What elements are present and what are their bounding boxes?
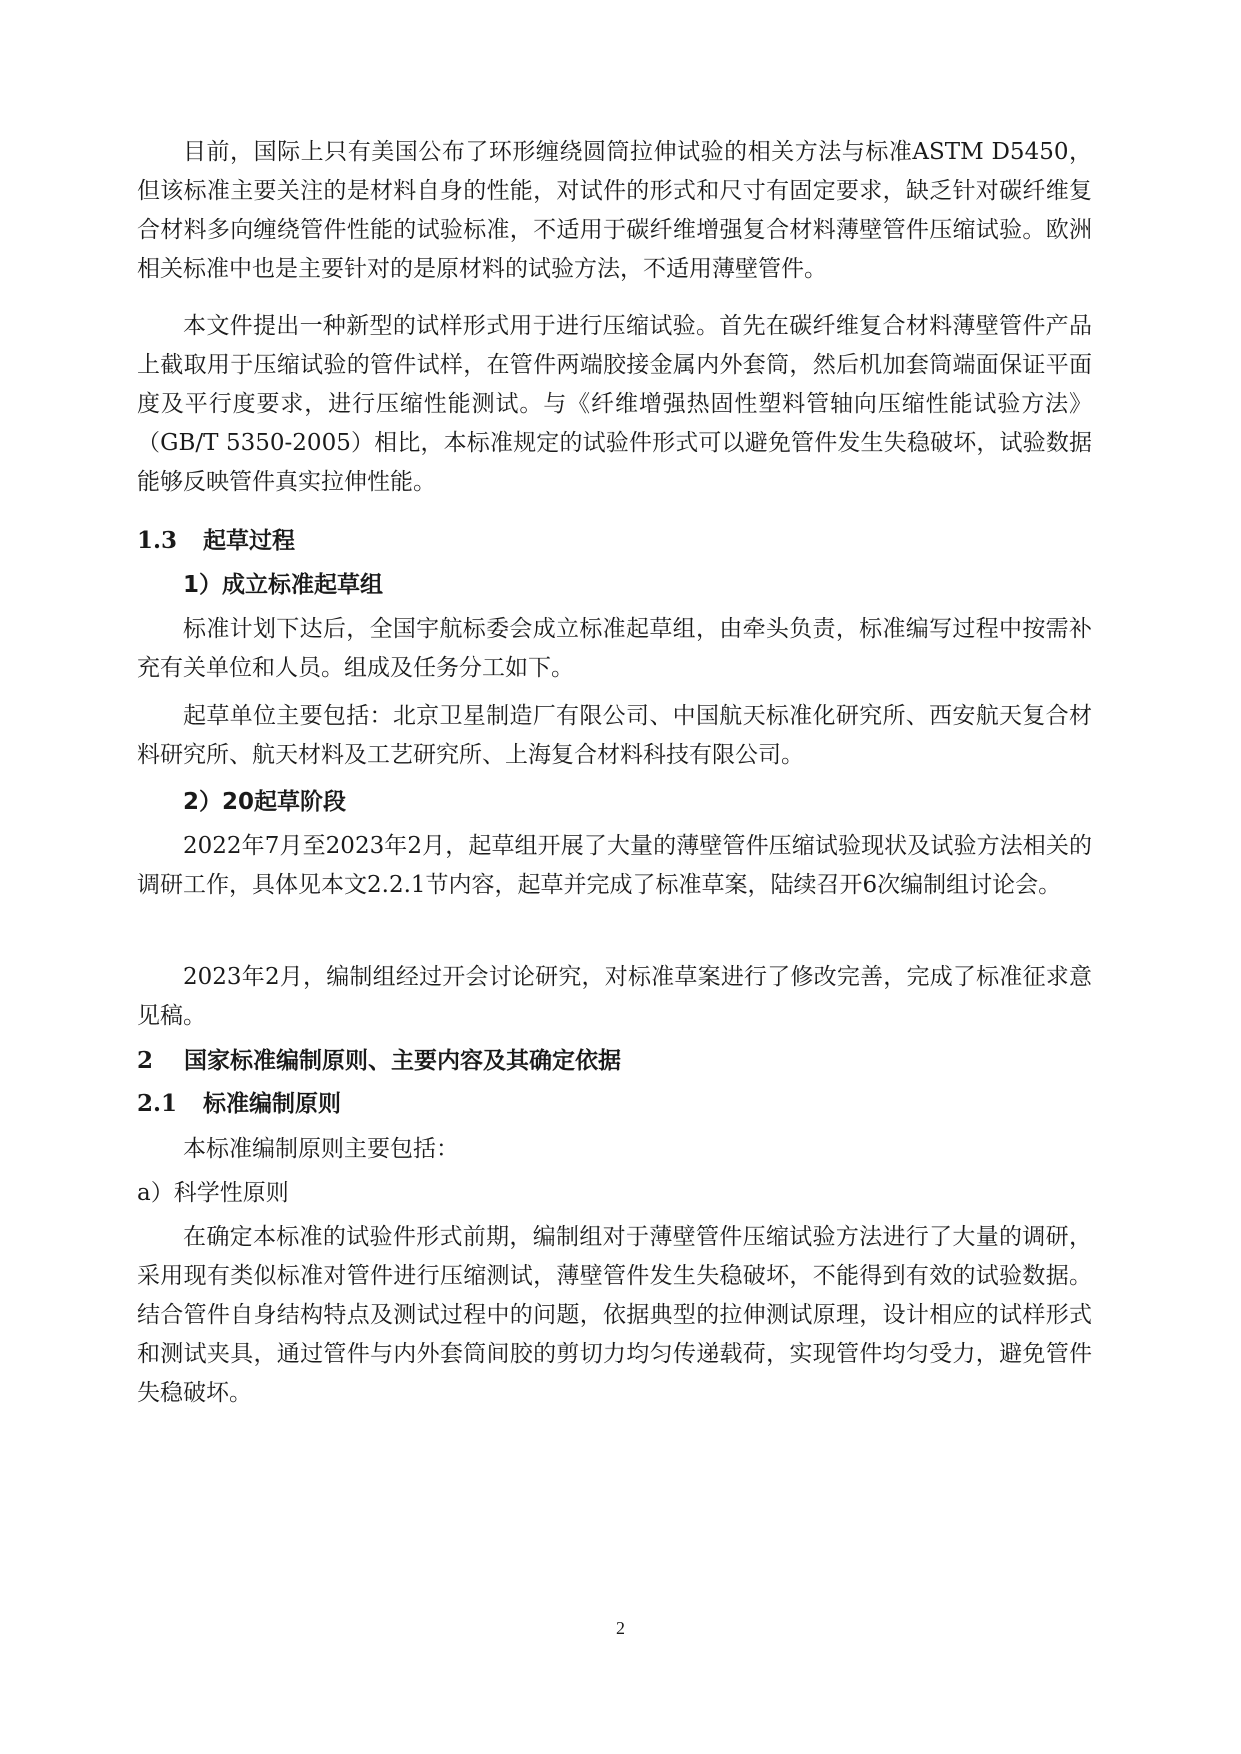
section-number: 1.3 — [137, 527, 178, 554]
paragraph-consultation-draft: 2023年2月，编制组经过开会讨论研究，对标准草案进行了修改完善，完成了标准征求意见稿。 — [137, 964, 1092, 1029]
paragraph-drafting-group: 标准计划下达后，全国宇航标委会成立标准起草组，由牵头负责，标准编写过程中按需补充有关单位和人员。组成及任务分工如下。 — [137, 616, 1092, 681]
list-item-scientific-principle: a）科学性原则 — [137, 1180, 289, 1206]
paragraph-astm-standard: 目前，国际上只有美国公布了环形缠绕圆筒拉伸试验的相关方法与标准ASTM D5450，但该标准主要关注的是材料自身的性能，对试件的形式和尺寸有固定要求，缺乏针对碳纤维复合材料多向缠绕管件性能的试验标准，不适用于碳纤维增强复合材料薄壁管件压缩试验。欧洲相关标准中也是主要针对的是原材料的试验方法，不适用薄壁管件。 — [137, 139, 1092, 282]
section-heading-1-3 — [137, 525, 295, 557]
paragraph-new-specimen-form: 本文件提出一种新型的试样形式用于进行压缩试验。首先在碳纤维复合材料薄壁管件产品上截取用于压缩试验的管件试样，在管件两端胶接金属内外套筒，然后机加套筒端面保证平面度及平行度要求，进行压缩性能测试。与《纤维增强热固性塑料管轴向压缩性能试验方法》（GB/T 5350-2005）相比，本标准规定的试验件形式可以避免管件发生失稳破坏，试验数据能够反映管件真实拉伸性能。 — [137, 313, 1092, 495]
section-title: 起草过程 — [203, 528, 295, 554]
section-heading-2-1 — [137, 1088, 341, 1120]
paragraph-principles-intro: 本标准编制原则主要包括： — [183, 1136, 459, 1162]
subheading-drafting-stage: 2）20起草阶段 — [183, 789, 347, 815]
section-number: 2.1 — [137, 1090, 178, 1117]
page-number: 2 — [616, 1618, 625, 1638]
paragraph-drafting-stage: 2022年7月至2023年2月，起草组开展了大量的薄壁管件压缩试验现状及试验方法相关的调研工作，具体见本文2.2.1节内容，起草并完成了标准草案，陆续召开6次编制组讨论会。 — [137, 833, 1092, 898]
paragraph-scientific-principle: 在确定本标准的试验件形式前期，编制组对于薄壁管件压缩试验方法进行了大量的调研，采用现有类似标准对管件进行压缩测试，薄壁管件发生失稳破坏，不能得到有效的试验数据。结合管件自身结构特点及测试过程中的问题，依据典型的拉伸测试原理，设计相应的试样形式和测试夹具，通过管件与内外套筒间胶的剪切力均匀传递载荷，实现管件均匀受力，避免管件失稳破坏。 — [137, 1224, 1092, 1406]
section-title: 标准编制原则 — [203, 1091, 341, 1117]
paragraph-drafting-units: 起草单位主要包括：北京卫星制造厂有限公司、中国航天标准化研究所、西安航天复合材料研究所、航天材料及工艺研究所、上海复合材料科技有限公司。 — [137, 703, 1092, 768]
section-number: 2 — [137, 1047, 154, 1074]
section-title: 国家标准编制原则、主要内容及其确定依据 — [184, 1048, 621, 1074]
subheading-drafting-group: 1）成立标准起草组 — [183, 572, 384, 598]
section-heading-2 — [137, 1045, 621, 1077]
